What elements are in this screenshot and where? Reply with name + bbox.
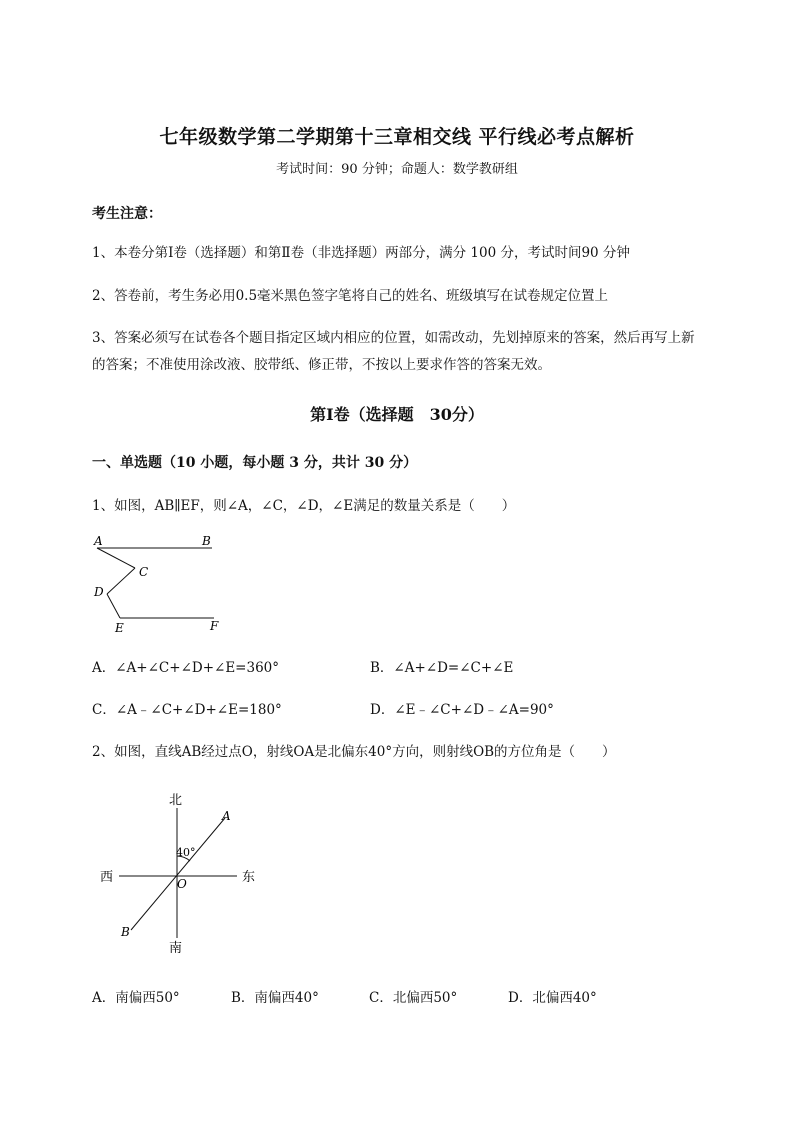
label-north: 北 <box>169 793 183 808</box>
notice-item: 的答案；不准使用涂改液、胶带纸、修正带，不按以上要求作答的答案无效。 <box>92 357 551 373</box>
question-1-figure <box>85 530 235 640</box>
label-west: 西 <box>100 870 114 885</box>
label-a: A <box>94 534 103 548</box>
label-f: F <box>210 619 219 633</box>
question-1-option-d: D．∠E﹣∠C+∠D﹣∠A=90° <box>370 702 554 718</box>
exam-info: 考试时间：90 分钟；命题人：数学教研组 <box>276 162 518 177</box>
label-e: E <box>115 621 124 635</box>
section-title: 第Ⅰ卷（选择题 30分） <box>310 405 484 424</box>
question-2-option-a: A．南偏西50° <box>92 990 180 1006</box>
question-2-figure <box>95 788 270 960</box>
notice-item: 1、本卷分第Ⅰ卷（选择题）和第Ⅱ卷（非选择题）两部分，满分 100 分，考试时间90 分钟 <box>92 245 630 261</box>
notice-item: 2、答卷前，考生务必用0.5毫米黑色签字笔将自己的姓名、班级填写在试卷规定位置上 <box>92 288 609 304</box>
label-d: D <box>94 585 104 599</box>
label-b: B <box>121 925 130 939</box>
question-2-option-b: B．南偏西40° <box>231 990 319 1006</box>
label-a: A <box>222 809 231 823</box>
question-2-stem: 2、如图，直线AB经过点O，射线OA是北偏东40°方向，则射线OB的方位角是（ ） <box>92 744 616 760</box>
line-de <box>107 594 120 618</box>
label-b: B <box>202 534 211 548</box>
notice-item: 3、答案必须写在试卷各个题目指定区域内相应的位置，如需改动，先划掉原来的答案，然后再写上新 <box>92 330 695 346</box>
page-title: 七年级数学第二学期第十三章相交线 平行线必考点解析 <box>159 126 635 148</box>
label-angle: 40° <box>176 846 196 859</box>
label-east: 东 <box>242 870 256 885</box>
question-2-option-c: C．北偏西50° <box>369 990 458 1006</box>
part-heading: 一、单选题（10 小题，每小题 3 分，共计 30 分） <box>92 455 418 471</box>
question-1-option-a: A．∠A+∠C+∠D+∠E=360° <box>92 660 280 676</box>
question-1-option-c: C．∠A﹣∠C+∠D+∠E=180° <box>92 702 282 718</box>
line-ab <box>131 818 225 930</box>
label-o: O <box>177 877 187 891</box>
question-1-option-b: B．∠A+∠D=∠C+∠E <box>370 660 514 676</box>
label-c: C <box>139 565 149 579</box>
question-1-stem: 1、如图，AB∥EF，则∠A，∠C，∠D，∠E满足的数量关系是（ ） <box>92 498 516 514</box>
line-cd <box>107 568 135 594</box>
notice-heading: 考生注意： <box>92 206 162 222</box>
line-ac <box>97 548 135 568</box>
label-south: 南 <box>169 941 183 956</box>
question-2-option-d: D．北偏西40° <box>508 990 597 1006</box>
